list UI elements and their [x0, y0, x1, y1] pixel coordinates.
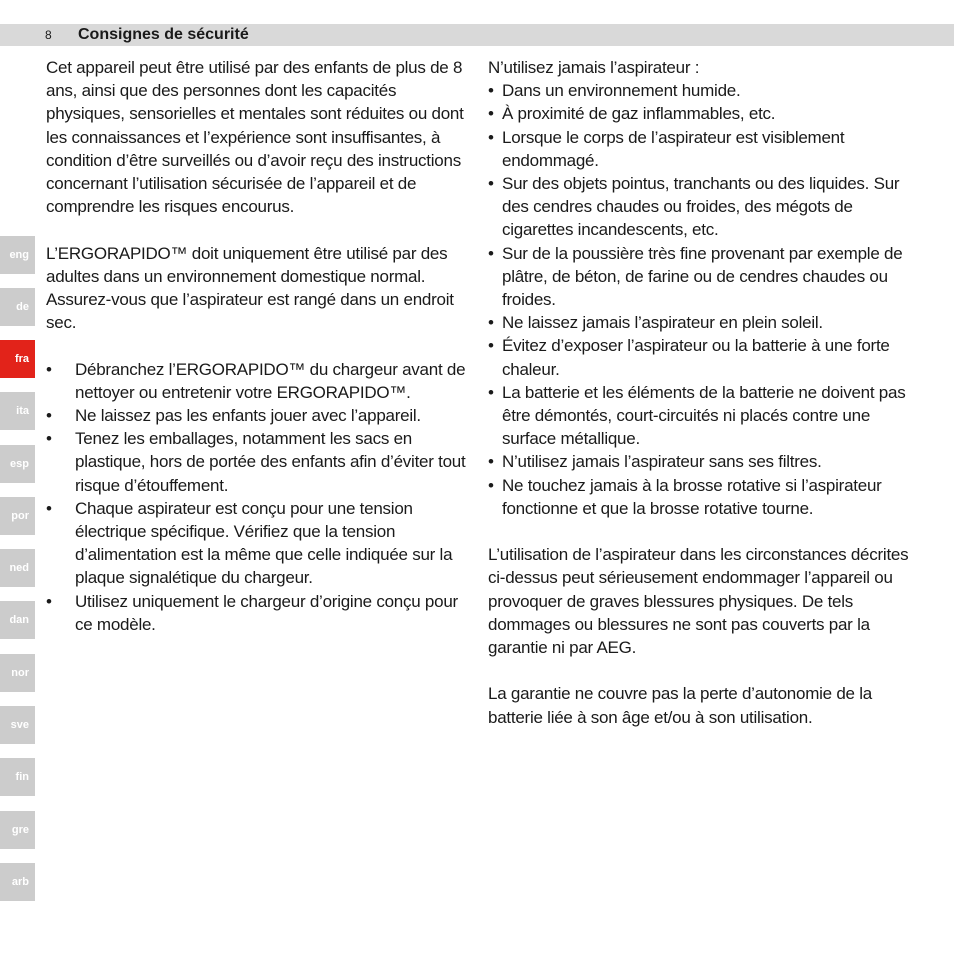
lang-tab-arb[interactable]: arb	[0, 863, 35, 901]
bullet-icon: •	[488, 104, 494, 124]
lang-tab-fin[interactable]: fin	[0, 758, 35, 796]
list-item: • Évitez d’exposer l’aspirateur ou la batterie à une forte chaleur.	[488, 336, 890, 379]
bullet-icon: •	[46, 429, 52, 449]
lang-tab-fra[interactable]: fra	[0, 340, 35, 378]
lang-tab-sve[interactable]: sve	[0, 706, 35, 744]
bullet-icon: •	[46, 591, 52, 611]
never-use-list	[488, 79, 920, 520]
header-bar	[0, 24, 954, 46]
right-column	[488, 56, 920, 729]
bullet-icon: •	[46, 406, 52, 426]
list-item: • À proximité de gaz inflammables, etc.	[488, 102, 920, 125]
bullet-icon: •	[488, 336, 494, 356]
list-item: • La batterie et les éléments de la batterie ne doivent pas être démontés, court-circuités ni placés contre une surface métallique.	[488, 382, 906, 449]
list-item: • Lorsque le corps de l’aspirateur est visiblement endommagé.	[488, 127, 845, 170]
lang-tab-esp[interactable]: esp	[0, 445, 35, 483]
lang-tab-nor[interactable]: nor	[0, 654, 35, 692]
lang-tab-por[interactable]: por	[0, 497, 35, 535]
bullet-icon: •	[488, 174, 494, 194]
left-column	[46, 56, 471, 636]
bullet-icon: •	[46, 498, 52, 518]
list-item: • Ne touchez jamais à la brosse rotative si l’aspirateur fonctionne et que la brosse rotative tourne.	[488, 475, 882, 518]
lang-tab-ita[interactable]: ita	[0, 392, 35, 430]
safety-bullet-list	[46, 358, 471, 636]
paragraph-domestic-use: L’ERGORAPIDO™ doit uniquement être utilisé par des adultes dans un environnement domestique normal. Assurez-vous que l’aspirateur est rangé dans un endroit sec.	[46, 243, 454, 333]
lang-tab-eng[interactable]: eng	[0, 236, 35, 274]
lang-tab-ned[interactable]: ned	[0, 549, 35, 587]
never-use-intro: N’utilisez jamais l’aspirateur :	[488, 58, 700, 77]
list-item: • Débranchez l’ERGORAPIDO™ du chargeur avant de nettoyer ou entretenir votre ERGORAPIDO™.	[46, 359, 466, 402]
paragraph-age-restrictions: Cet appareil peut être utilisé par des enfants de plus de 8 ans, ainsi que des personnes dont les capacités physiques, sensorielles et mentales sont réduites ou dont les connaissances et l’expérience sont insuffisantes, à condition d’être surveillés ou d’avoir reçu des instructions concernant l’utilisation sécurisée de l’appareil et de comprendre les risques encourus.	[46, 58, 464, 217]
lang-tab-gre[interactable]: gre	[0, 811, 35, 849]
bullet-icon: •	[488, 313, 494, 333]
bullet-icon: •	[488, 452, 494, 472]
list-item: • Utilisez uniquement le chargeur d’origine conçu pour ce modèle.	[46, 591, 458, 634]
list-item: • Ne laissez pas les enfants jouer avec l’appareil.	[46, 404, 471, 427]
list-item: • Sur des objets pointus, tranchants ou des liquides. Sur des cendres chaudes ou froides, des mégots de cigarettes incandescents, etc.	[488, 174, 900, 240]
paragraph-damage-warning: L’utilisation de l’aspirateur dans les circonstances décrites ci-dessus peut sérieusement endommager l’appareil ou provoquer de graves blessures physiques. De tels dommages ou blessures ne sont pas couverts par la garantie ni par AEG.	[488, 545, 909, 658]
list-item: • Dans un environnement humide.	[488, 79, 920, 102]
paragraph-warranty: La garantie ne couvre pas la perte d’autonomie de la batterie liée à son âge et/ou à son utilisation.	[488, 684, 872, 727]
lang-tab-dan[interactable]: dan	[0, 601, 35, 639]
list-item: • Chaque aspirateur est conçu pour une tension électrique spécifique. Vérifiez que la tension d’alimentation est la même que celle indiquée sur la plaque signalétique du chargeur.	[46, 498, 453, 588]
list-item: • N’utilisez jamais l’aspirateur sans ses filtres.	[488, 450, 920, 473]
bullet-icon: •	[488, 475, 494, 495]
section-title: Consignes de sécurité	[78, 26, 249, 43]
bullet-icon: •	[488, 127, 494, 147]
bullet-icon: •	[488, 382, 494, 402]
bullet-icon: •	[46, 359, 52, 379]
list-item: • Sur de la poussière très fine provenant par exemple de plâtre, de béton, de farine ou de cendres chaudes ou froides.	[488, 243, 903, 310]
bullet-icon: •	[488, 81, 494, 101]
bullet-icon: •	[488, 243, 494, 263]
page-number: 8	[45, 28, 52, 42]
list-item: • Ne laissez jamais l’aspirateur en plein soleil.	[488, 311, 920, 334]
list-item: • Tenez les emballages, notamment les sacs en plastique, hors de portée des enfants afin d’éviter tout risque d’étouffement.	[46, 429, 466, 495]
lang-tab-de[interactable]: de	[0, 288, 35, 326]
